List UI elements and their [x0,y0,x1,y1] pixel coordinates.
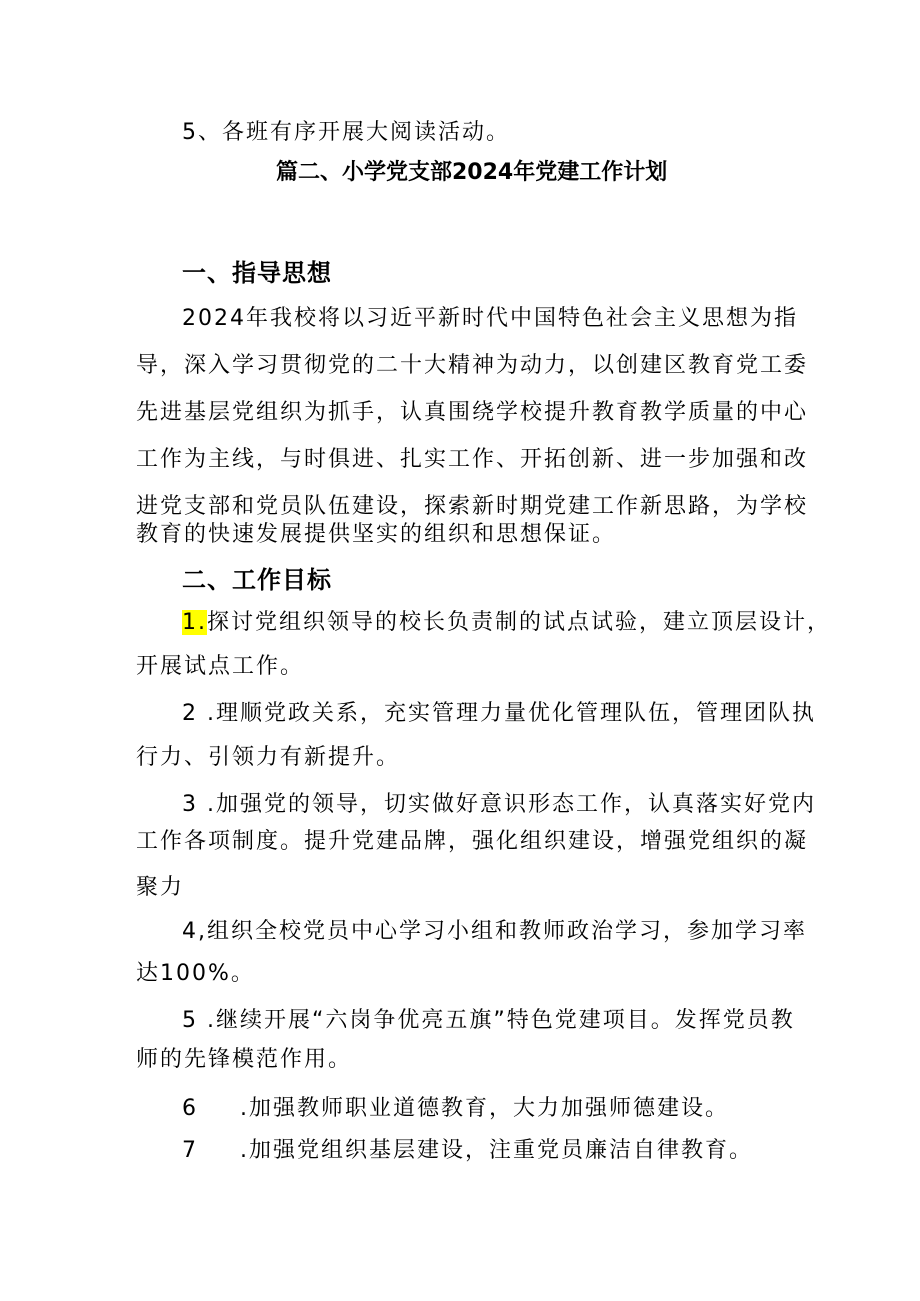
goal-line: 开展试点工作。 [136,654,305,679]
paragraph-line: 2024年我校将以习近平新时代中国特色社会主义思想为指 [182,306,798,331]
goal-line: 师的先锋模范作用。 [136,1047,353,1072]
goal-line: 达100%。 [136,961,255,986]
goal-line [182,790,816,820]
goal-number: 2 [182,701,198,726]
goal-number-highlighted: 1. [182,610,207,635]
goal-text: .加强党组织基层建设，注重党员廉洁自律教育。 [240,1138,753,1163]
paragraph-line: 教育的快速发展提供坚实的组织和思想保证。 [136,522,617,547]
section-heading-guiding-ideology: 一、指导思想 [182,259,332,287]
document-title: 篇二、小学党支部2024年党建工作计划 [276,160,668,185]
goal-line [182,1006,795,1036]
goal-text: .加强教师职业道德教育，大力加强师德建设。 [240,1096,729,1121]
goal-line [182,917,807,947]
goal-line [182,699,816,729]
paragraph-line: 进党支部和党员队伍建设，探索新时期党建工作新思路，为学校 [136,494,809,519]
goal-number: 6 [182,1096,198,1121]
previous-list-item: 5、各班有序开展大阅读活动。 [182,120,510,145]
paragraph-line: 导，深入学习贯彻党的二十大精神为动力，以创建区教育党工委 [136,353,809,378]
goal-number: 5 [182,1008,198,1033]
goal-text: .加强党的领导，切实做好意识形态工作，认真落实好党内 [207,792,816,817]
paragraph-line: 先进基层党组织为抓手，认真围绕学校提升教育教学质量的中心 [136,400,809,425]
goal-line: 聚力 [136,875,185,900]
goal-number: 7 [182,1138,198,1163]
goal-line [182,608,831,638]
paragraph-line: 工作为主线，与时俱进、扎实工作、开拓创新、进一步加强和改 [136,447,809,472]
goal-line: 行力、引领力有新提升。 [136,745,401,770]
goal-number: 3 [182,792,198,817]
goal-number: 4, [182,919,207,944]
section-heading-work-goals: 二、工作目标 [182,566,332,594]
goal-text: 探讨党组织领导的校长负责制的试点试验，建立顶层设计， [207,610,832,635]
goal-text: 组织全校党员中心学习小组和教师政治学习，参加学习率 [207,919,808,944]
goal-line: 工作各项制度。提升党建品牌，强化组织建设，增强党组织的凝 [136,829,809,854]
goal-text: .理顺党政关系，充实管理力量优化管理队伍，管理团队执 [207,701,816,726]
goal-text: .继续开展“六岗争优亮五旗”特色党建项目。发挥党员教 [207,1008,795,1033]
